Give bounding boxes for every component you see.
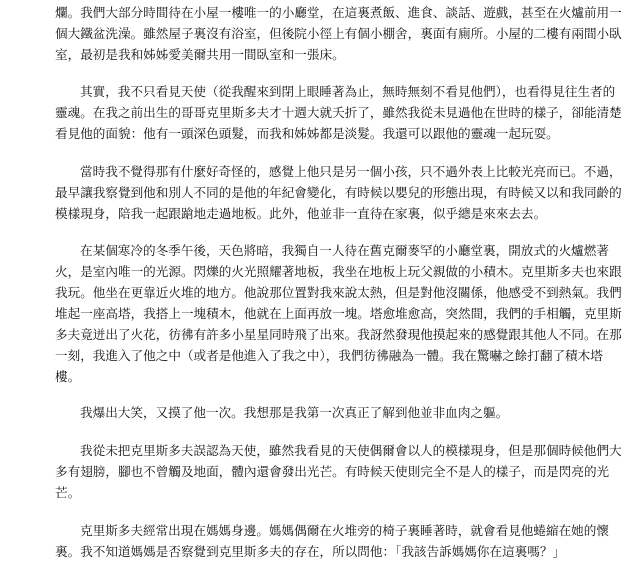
text-line: 我玩。他坐在更靠近火堆的地方。他說那位置對我來說太熱，但是對他沒關係，他感受不到熱氣。我們 — [55, 285, 622, 300]
text-line: 克里斯多夫經常出現在媽媽身邊。媽媽偶爾在火堆旁的椅子裏睡著時，就會看見他蜷縮在她的懷 — [80, 523, 609, 538]
text-line: 其實，我不只看見天使（從我醒來到閉上眼睡著為止，無時無刻不看見他們），也看得見往生者的 — [80, 84, 616, 99]
paragraph-2 — [0, 81, 622, 144]
paragraph-5 — [0, 402, 508, 423]
text-line: 爛。我們大部分時間待在小屋一樓唯一的小廳堂，在這裏煮飯、進食、談話、遊戲，甚至在火爐前用一 — [55, 5, 622, 20]
text-line: 最早讓我察覺到他和別人不同的是他的年紀會變化，有時候以嬰兒的形態出現，有時候又以和我同齡的 — [55, 185, 622, 200]
text-line: 看見他的面貌：他有一頭深色頭髮，而我和姊姊都是淡髮。我還可以跟他的靈魂一起玩耍。 — [55, 126, 559, 141]
text-line: 一刻，我進入了他之中（或者是他進入了我之中），我們彷彿融為一體。我在驚嚇之餘打翻了積木塔 — [55, 348, 603, 363]
text-line: 在某個寒冷的冬季午後，天色將暗，我獨自一人待在舊克爾麥罕的小廳堂裏，開放式的火爐燃著 — [80, 243, 609, 258]
text-line: 靈魂。在我之前出生的哥哥克里斯多夫才十週大就夭折了，雖然我從未見過他在世時的樣子，卻能清楚 — [55, 105, 622, 120]
text-line: 室，最初是我和姊姊愛美爾共用一間臥室和一張床。 — [55, 47, 345, 62]
paragraph-6 — [0, 440, 622, 503]
paragraph-1 — [0, 2, 622, 65]
text-line: 模樣現身，陪我一起跟蹌地走過地板。此外，他並非一直待在家裏，似乎總是來來去去。 — [55, 206, 547, 221]
text-line: 個大鐵盆洗澡。雖然屋子裏沒有浴室，但後院小徑上有個小棚舍，裏面有廁所。小屋的二樓有兩間小臥 — [55, 26, 622, 41]
text-line: 樓。 — [55, 369, 81, 384]
text-line: 火，是室內唯一的光源。閃爍的火光照耀著地板，我坐在地板上玩父親做的小積木。克里斯多夫也來跟 — [55, 264, 622, 279]
text-line: 裏。我不知道媽媽是否察覺到克里斯多夫的存在，所以問他：「我該告訴媽媽你在這裏嗎？」 — [55, 544, 566, 559]
paragraph-3 — [0, 161, 622, 224]
text-line: 我從未把克里斯多夫誤認為天使，雖然我看見的天使偶爾會以人的模樣現身，但是那個時候他們大 — [80, 443, 622, 458]
paragraph-7 — [0, 520, 609, 562]
text-line: 堆起一座高塔，我搭上一塊積木，他就在上面再放一塊。塔愈堆愈高，突然間，我們的手相觸，克里斯 — [55, 306, 622, 321]
text-line: 當時我不覺得那有什麼好奇怪的，感覺上他只是另一個小孩，只不過外表上比較光亮而已。不過， — [80, 164, 622, 179]
paragraph-4 — [0, 240, 622, 387]
text-line: 多夫竟迸出了火花，彷彿有許多小星星同時飛了出來。我訝然發現他摸起來的感覺跟其他人不同。在那 — [55, 327, 622, 342]
text-line: 多有翅膀，腳也不曾觸及地面，體內還會發出光芒。有時候天使則完全不是人的樣子，而是閃亮的光 — [55, 464, 610, 479]
text-line: 我爆出大笑，又摸了他一次。我想那是我第一次真正了解到他並非血肉之軀。 — [80, 405, 509, 420]
text-line: 芒。 — [55, 485, 81, 500]
